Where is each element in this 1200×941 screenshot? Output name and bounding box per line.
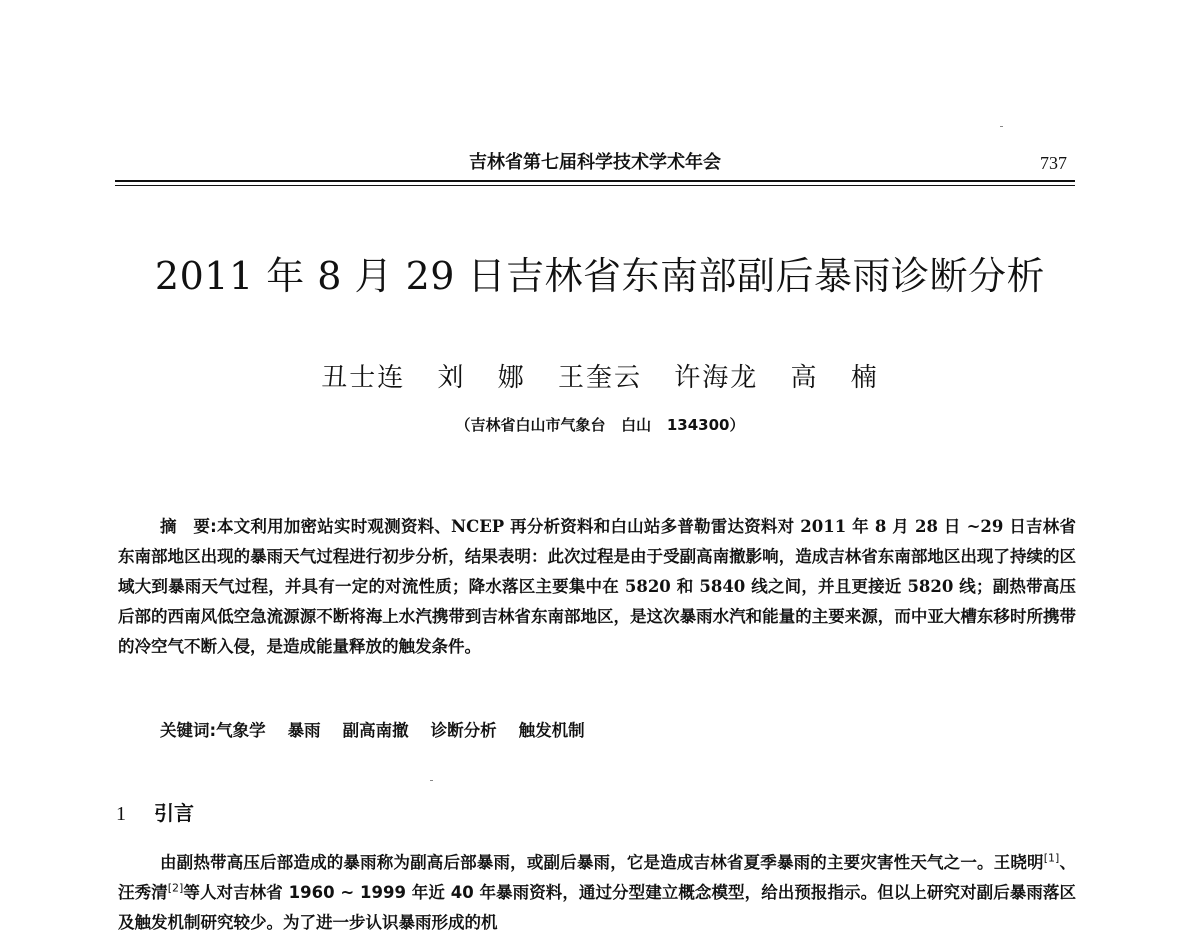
header-rule-thin xyxy=(115,185,1075,186)
intro-paragraph xyxy=(118,848,1076,938)
keyword: 副高南撤 xyxy=(342,721,409,740)
scan-speck xyxy=(1000,126,1003,127)
keyword: 诊断分析 xyxy=(430,721,497,740)
intro-text-a: 由副热带高压后部造成的暴雨称为副高后部暴雨，或副后暴雨，它是造成吉林省夏季暴雨的主要灾害性天气之一。王晓明 xyxy=(160,853,1044,872)
keyword: 气象学 xyxy=(216,721,266,740)
citation-ref: [1] xyxy=(1043,851,1060,865)
keywords-line xyxy=(160,716,1060,746)
citation-ref: [2] xyxy=(167,881,184,895)
keyword: 触发机制 xyxy=(518,721,585,740)
section-heading xyxy=(116,798,194,829)
header-rule-thick xyxy=(115,180,1075,182)
keywords-label: 关键词: xyxy=(160,721,217,740)
intro-text-b: 、汪秀清 xyxy=(118,853,1077,902)
section-title: 引言 xyxy=(154,801,194,825)
running-header xyxy=(115,150,1075,178)
running-title: 吉林省第七届科学技术学术年会 xyxy=(469,152,721,173)
page-number: 737 xyxy=(1040,153,1067,173)
paper-title: 2011 年 8 月 29 日吉林省东南部副后暴雨诊断分析 xyxy=(154,254,1046,298)
abstract-label: 摘 要: xyxy=(160,517,217,536)
keyword: 暴雨 xyxy=(287,721,321,740)
abstract-text: 本文利用加密站实时观测资料、NCEP 再分析资料和白山站多普勒雷达资料对 2011 年 8 月 28 日 ~29 日吉林省东南部地区出现的暴雨天气过程进行初步分析，结果表明：此次过程是由于受副高南撤影响，造成吉林省东南部地区出现了持续的区域大到暴雨天气过程，并具有一定的对流性质；降水落区主要集中在 5820 和 5840 线之间，并且更接近 5820 线；副热带高压后部的西南风低空急流源源不断将海上水汽携带到吉林省东南部地区，是这次暴雨水汽和能量的主要来源，而中亚大槽东移时所携带的冷空气不断入侵，是造成能量释放的触发条件。 xyxy=(118,517,1076,656)
section-number: 1 xyxy=(116,803,126,825)
author-list: 丑士连 刘 娜 王奎云 许海龙 高 楠 xyxy=(321,363,879,393)
intro-text-c: 等人对吉林省 1960 ~ 1999 年近 40 年暴雨资料，通过分型建立概念模型，给出预报指示。但以上研究对副后暴雨落区及触发机制研究较少。为了进一步认识暴雨形成的机 xyxy=(118,883,1076,932)
affiliation: （吉林省白山市气象台 白山 134300） xyxy=(455,416,745,434)
abstract-paragraph xyxy=(118,512,1076,662)
scan-speck xyxy=(430,780,433,781)
